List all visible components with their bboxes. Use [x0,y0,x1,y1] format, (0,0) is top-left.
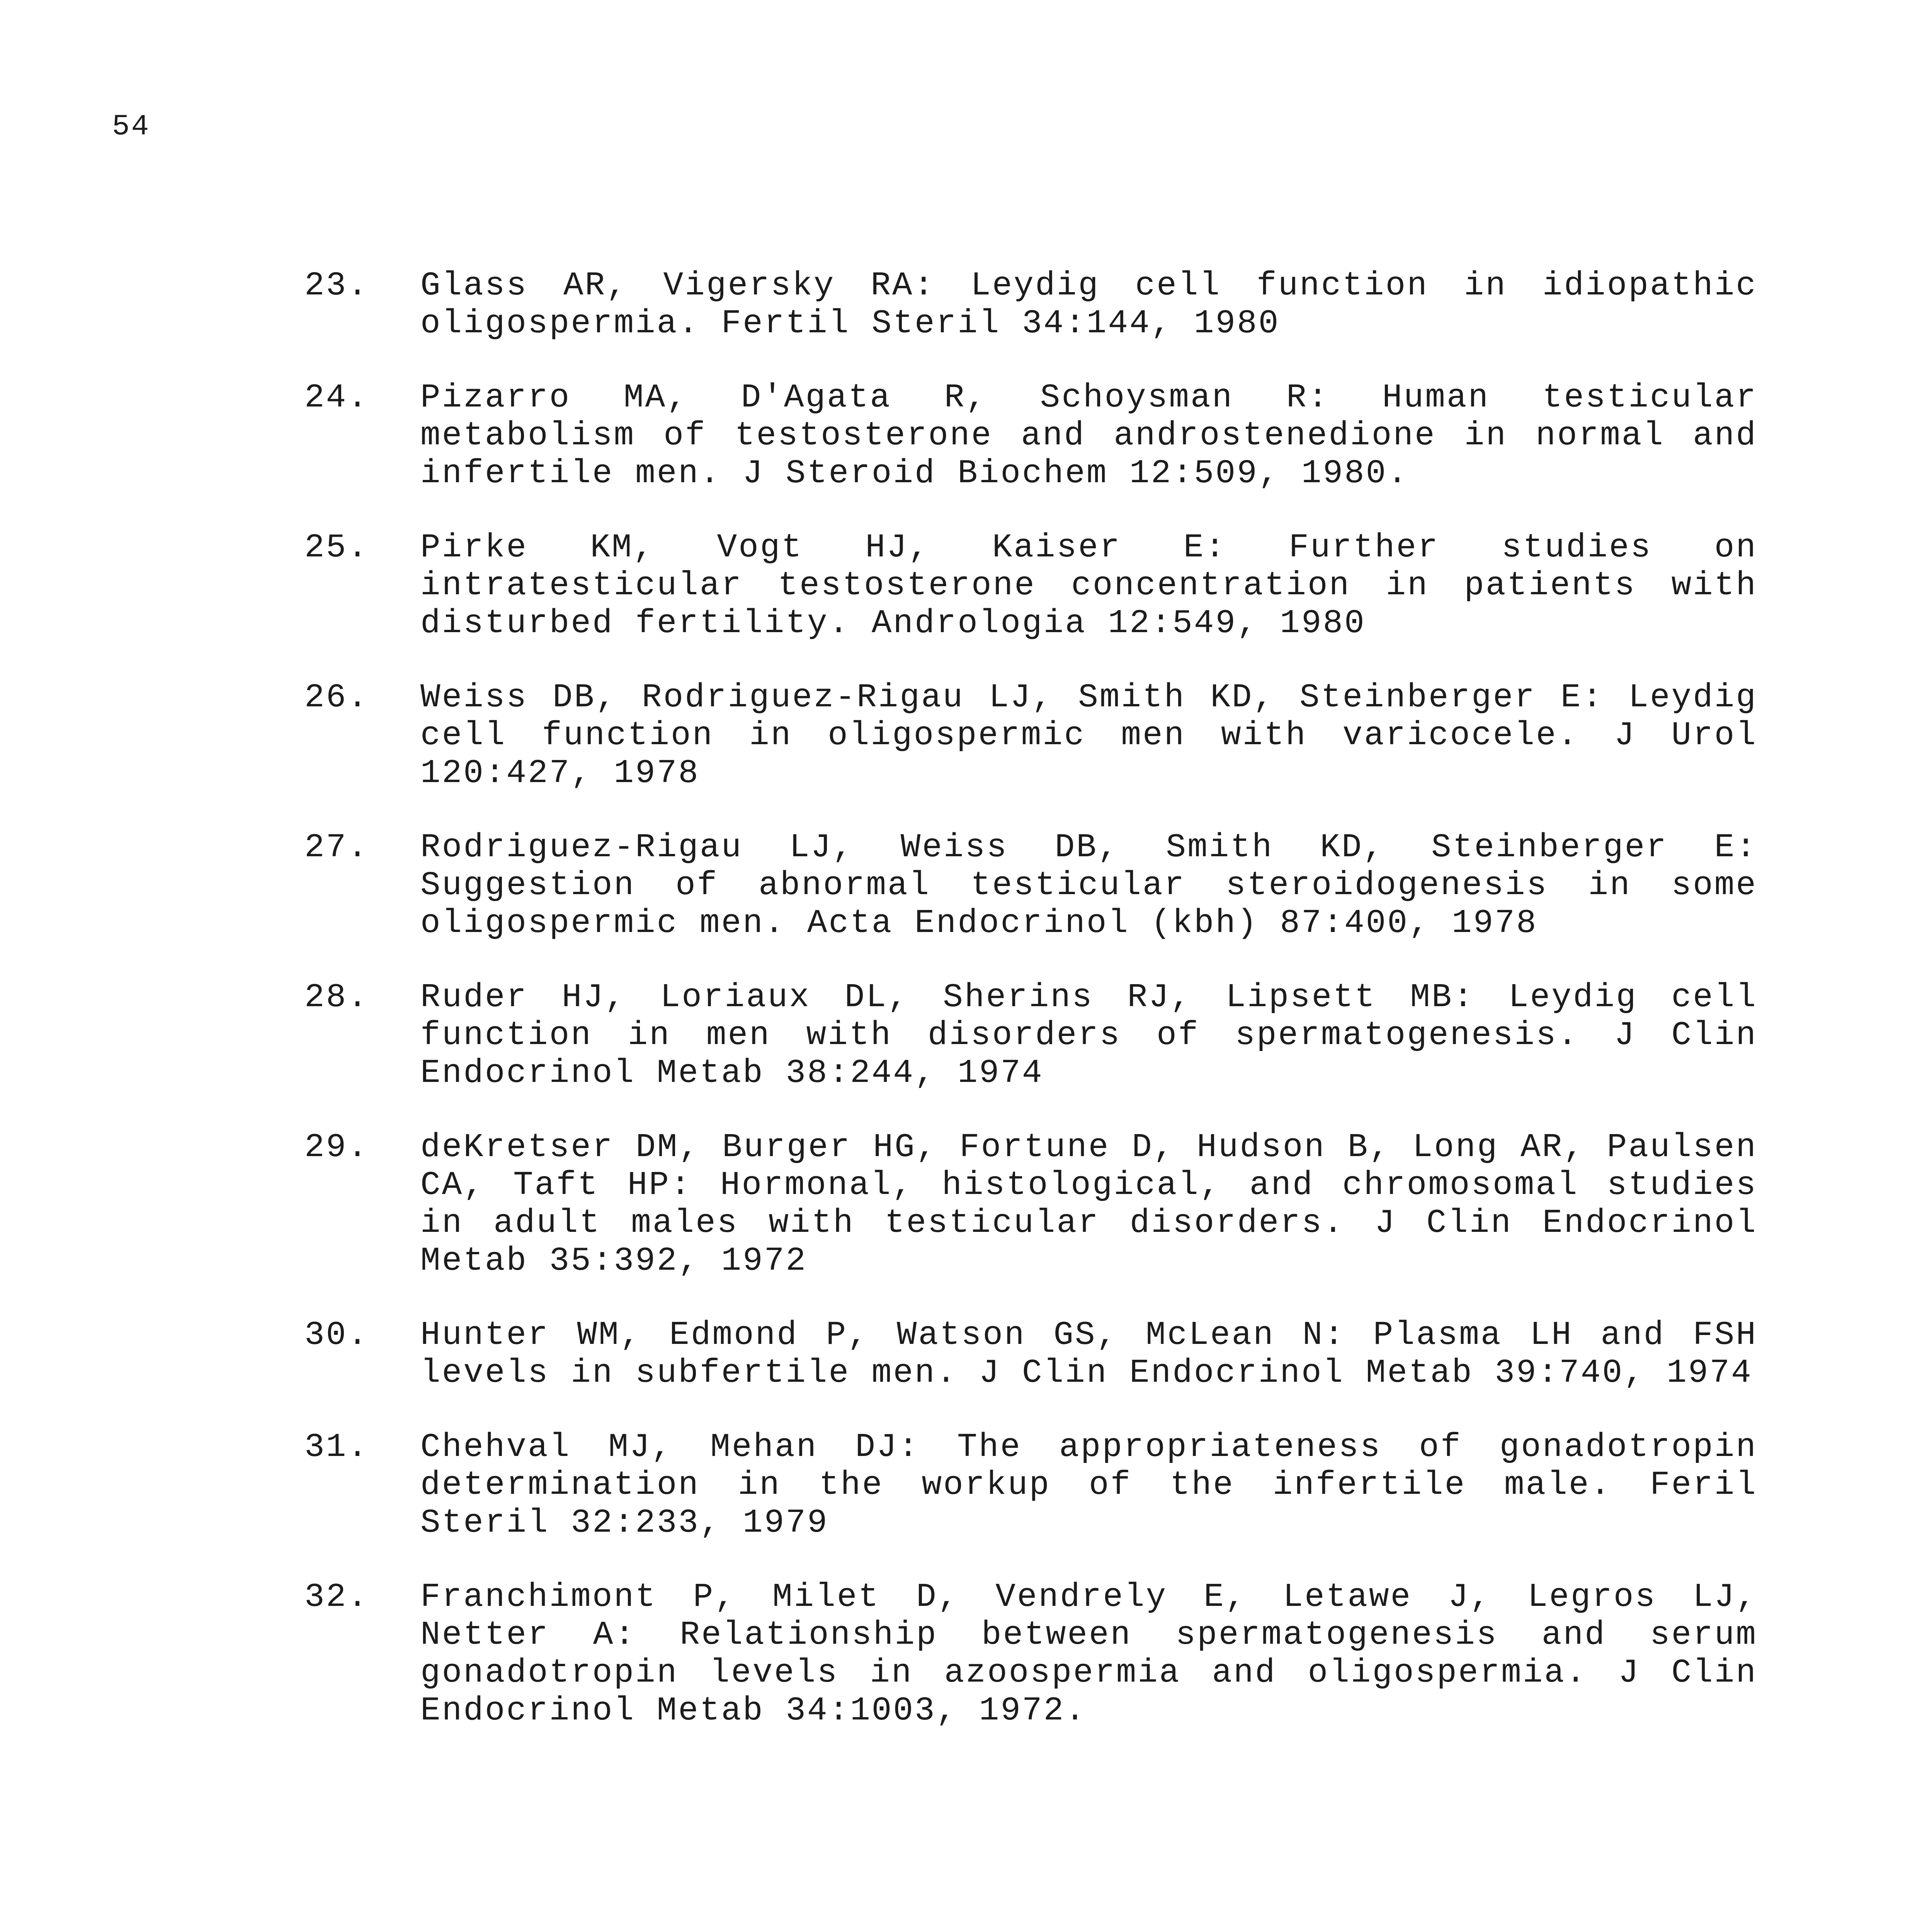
reference-item [304,679,1757,792]
page-number: 54 [112,110,151,143]
reference-item [304,1428,1757,1542]
reference-number: 23. [304,267,369,304]
reference-text: Pizarro MA, D'Agata R, Schoysman R: Human testicular metabolism of testosterone and androstenedione in normal and infertile men. J Steroid Biochem 12:509, 1980. [420,379,1757,492]
reference-text: Chehval MJ, Mehan DJ: The appropriateness of gonadotropin determination in the workup of the infertile male. Feril Steril 32:233, 1979 [420,1428,1757,1542]
reference-item [304,379,1757,492]
reference-number: 24. [304,379,369,417]
reference-item [304,1578,1757,1730]
reference-text: Hunter WM, Edmond P, Watson GS, McLean N: Plasma LH and FSH levels in subfertile men. J Clin Endocrinol Metab 39:740, 1974 [420,1316,1757,1392]
reference-item [304,267,1757,342]
reference-text: deKretser DM, Burger HG, Fortune D, Hudson B, Long AR, Paulsen CA, Taft HP: Hormonal, histological, and chromosomal studies in adult males with testicular disorders. J Clin Endocrinol Metab 35:392, 1972 [420,1128,1757,1280]
reference-text: Weiss DB, Rodriguez-Rigau LJ, Smith KD, Steinberger E: Leydig cell function in oligospermic men with varicocele. J Urol 120:427, 1978 [420,679,1757,792]
reference-text: Pirke KM, Vogt HJ, Kaiser E: Further studies on intratesticular testosterone concentration in patients with disturbed fertility. Andrologia 12:549, 1980 [420,529,1757,642]
reference-number: 26. [304,679,369,716]
reference-text: Glass AR, Vigersky RA: Leydig cell function in idiopathic oligospermia. Fertil Steril 34:144, 1980 [420,267,1757,342]
reference-item [304,1316,1757,1392]
reference-item [304,529,1757,642]
reference-number: 28. [304,978,369,1016]
reference-text: Ruder HJ, Loriaux DL, Sherins RJ, Lipsett MB: Leydig cell function in men with disorders of spermatogenesis. J Clin Endocrinol Metab 38:244, 1974 [420,978,1757,1092]
reference-number: 29. [304,1128,369,1166]
reference-item [304,828,1757,942]
reference-text: Franchimont P, Milet D, Vendrely E, Letawe J, Legros LJ, Netter A: Relationship between spermatogenesis and serum gonadotropin levels in azoospermia and oligospermia. J Clin Endocrinol Metab 34:1003, 1972. [420,1578,1757,1730]
reference-number: 31. [304,1428,369,1466]
reference-list [304,267,1757,1766]
reference-number: 32. [304,1578,369,1616]
reference-number: 27. [304,828,369,866]
reference-number: 30. [304,1316,369,1354]
reference-item [304,1128,1757,1280]
reference-number: 25. [304,529,369,566]
reference-text: Rodriguez-Rigau LJ, Weiss DB, Smith KD, Steinberger E: Suggestion of abnormal testicular steroidogenesis in some oligospermic men. Acta Endocrinol (kbh) 87:400, 1978 [420,828,1757,942]
reference-item [304,978,1757,1092]
